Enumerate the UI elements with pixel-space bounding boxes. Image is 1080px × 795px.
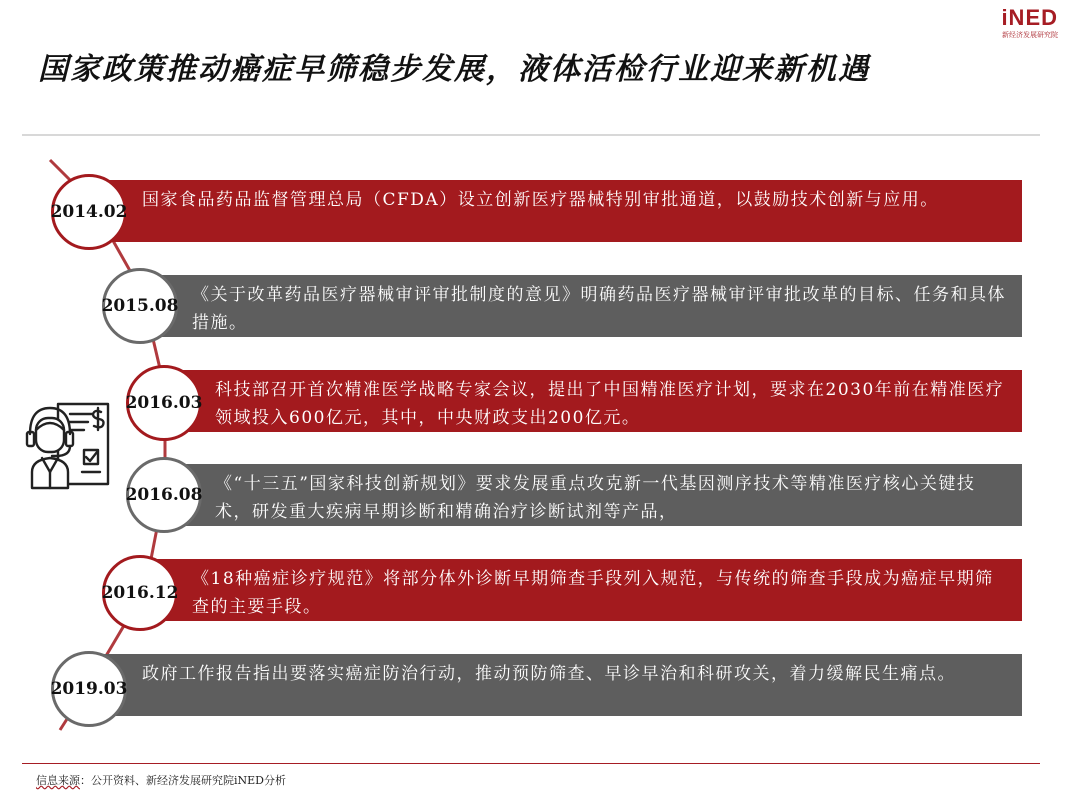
- timeline-date-badge: [126, 365, 202, 441]
- timeline-date-badge: [51, 174, 127, 250]
- timeline-item-2015-08-text: 《关于改革药品医疗器械审评审批制度的意见》明确药品医疗器械审评审批改革的目标、任务和具体措施。: [140, 275, 1022, 337]
- timeline-item-2019-03-text: 政府工作报告指出要落实癌症防治行动，推动预防筛查、早诊早治和科研攻关，着力缓解民生痛点。: [90, 654, 1022, 716]
- timeline-date-badge: [126, 457, 202, 533]
- timeline-date: 2016.03: [125, 393, 203, 413]
- timeline-item-2016-12-text: 《18种癌症诊疗规范》将部分体外诊断早期筛查手段列入规范，与传统的筛查手段成为癌症早期筛查的主要手段。: [140, 559, 1022, 621]
- timeline-date: 2016.12: [101, 583, 179, 603]
- logo-brand: iNED: [1001, 5, 1058, 30]
- timeline-date-badge: [102, 268, 178, 344]
- timeline-date-badge: [51, 651, 127, 727]
- footer-divider: [22, 763, 1040, 764]
- timeline-item-2016-03-text: 科技部召开首次精准医学战略专家会议，提出了中国精准医疗计划，要求在2030年前在精准医疗领域投入600亿元，其中，中央财政支出200亿元。: [165, 370, 1022, 432]
- timeline-date-badge: [102, 555, 178, 631]
- timeline-item-2016-08-text: 《“十三五”国家科技创新规划》要求发展重点攻克新一代基因测序技术等精准医疗核心关键技术，研发重大疾病早期诊断和精确治疗诊断试剂等产品，: [165, 464, 1022, 526]
- source-text: ：公开资料、新经济发展研究院iNED分析: [80, 774, 286, 787]
- timeline-item-2014-02-text: 国家食品药品监督管理总局（CFDA）设立创新医疗器械特别审批通道，以鼓励技术创新与应用。: [90, 180, 1022, 242]
- logo-subtitle: 新经济发展研究院: [1002, 31, 1058, 39]
- source-label: 信息来源: [36, 774, 80, 787]
- timeline-date: 2015.08: [101, 296, 179, 316]
- source-note: [36, 772, 286, 788]
- timeline-date: 2014.02: [50, 202, 128, 222]
- doctor-document-icon: [22, 398, 116, 490]
- timeline-date: 2019.03: [50, 679, 128, 699]
- page-title: 国家政策推动癌症早筛稳步发展，液体活检行业迎来新机遇: [38, 52, 870, 87]
- timeline-date: 2016.08: [125, 485, 203, 505]
